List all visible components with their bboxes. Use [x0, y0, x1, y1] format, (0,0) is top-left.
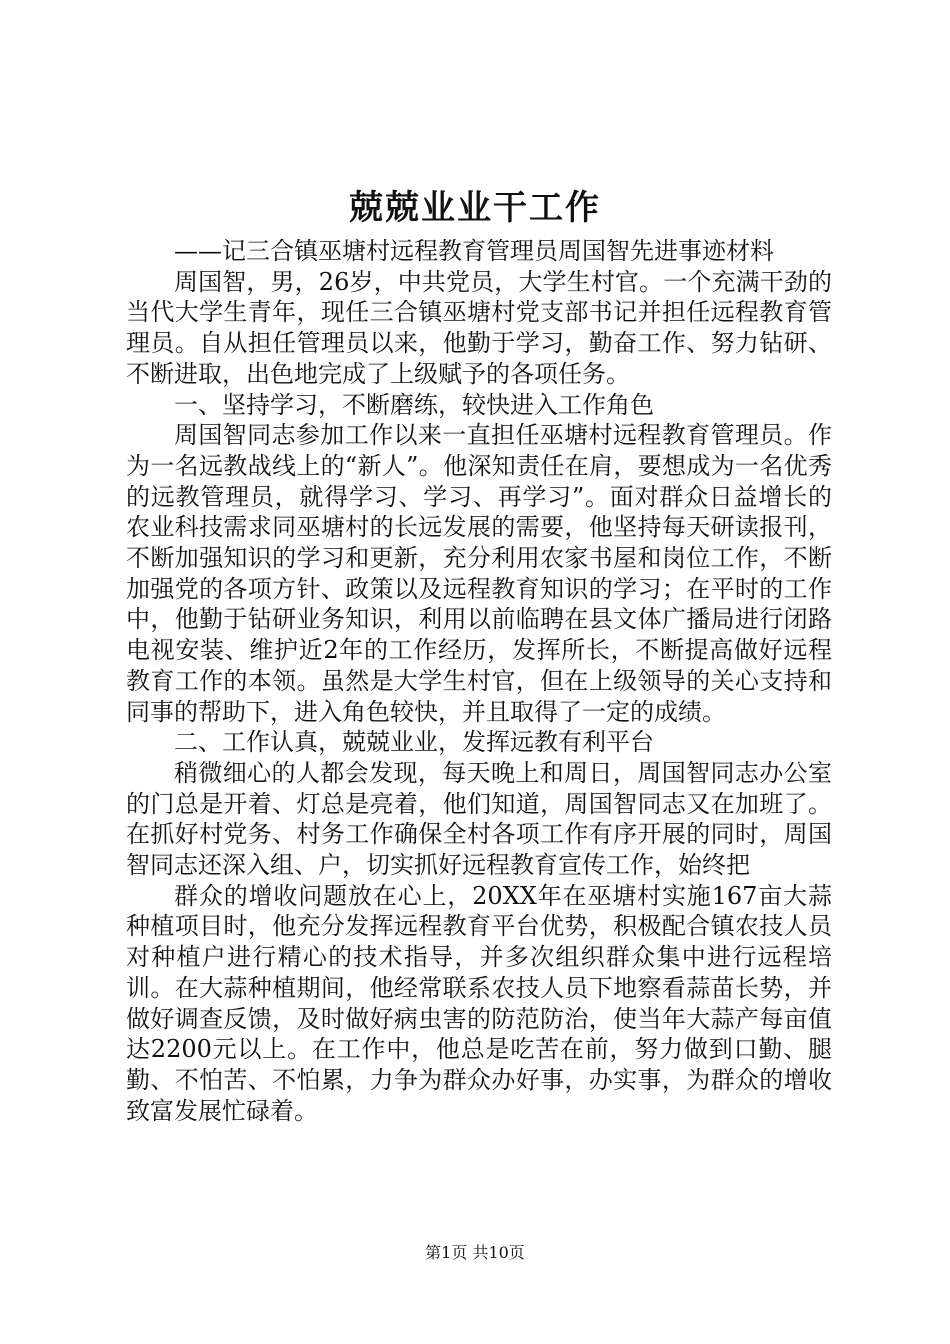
- document-title: 兢兢业业干工作: [349, 188, 601, 228]
- intro-paragraph: 周国智，男，26岁，中共党员，大学生村官。一个充满干劲的当代大学生青年，现任三合镇巫塘村党支部书记并担任远程教育管理员。自从担任管理员以来，他勤于学习，勤奋工作、努力钻研、不断进取，出色地完成了上级赋予的各项任务。: [126, 267, 832, 388]
- section-1-paragraph: 周国智同志参加工作以来一直担任巫塘村远程教育管理员。作为一名远教战线上的“新人”。他深知责任在肩，要想成为一名优秀的远教管理员，就得学习、学习、再学习”。面对群众日益增长的农业科技需求同巫塘村的长远发展的需要，他坚持每天研读报刊，不断加强知识的学习和更新，充分利用农家书屋和岗位工作，不断加强党的各项方针、政策以及远程教育知识的学习；在平时的工作中，他勤于钻研业务知识，利用以前临聘在县文体广播局进行闭路电视安装、维护近2年的工作经历，发挥所长，不断提高做好远程教育工作的本领。虽然是大学生村官，但在上级领导的关心支持和同事的帮助下，进入角色较快，并且取得了一定的成绩。: [126, 421, 832, 726]
- subtitle-paragraph: ——记三合镇巫塘村远程教育管理员周国智先进事迹材料: [174, 237, 774, 265]
- section-2-paragraph-1: 稍微细心的人都会发现，每天晚上和周日，周国智同志办公室的门总是开着、灯总是亮着，他们知道，周国智同志又在加班了。在抓好村党务、村务工作确保全村各项工作有序开展的同时，周国智同志还深入组、户，切实抓好远程教育宣传工作，始终把: [126, 758, 832, 880]
- section-2-paragraph-2: 群众的增收问题放在心上，20XX年在巫塘村实施167亩大蒜种植项目时，他充分发挥远程教育平台优势，积极配合镇农技人员对种植户进行精心的技术指导，并多次组织群众集中进行远程培训。在大蒜种植期间，他经常联系农技人员下地察看蒜苗长势，并做好调查反馈，及时做好病虫害的防范防治，使当年大蒜产每亩值达2200元以上。在工作中，他总是吃苦在前，努力做到口勤、腿勤、不怕苦、不怕累，力争为群众办好事，办实事，为群众的增收致富发展忙碌着。: [126, 881, 832, 1125]
- section-heading-1: 一、坚持学习，不断磨练，较快进入工作角色: [174, 390, 654, 419]
- document-body: [126, 236, 832, 1126]
- section-heading-2: 二、工作认真，兢兢业业，发挥远教有利平台: [174, 728, 654, 757]
- page-footer: 第1页 共10页: [425, 1243, 525, 1262]
